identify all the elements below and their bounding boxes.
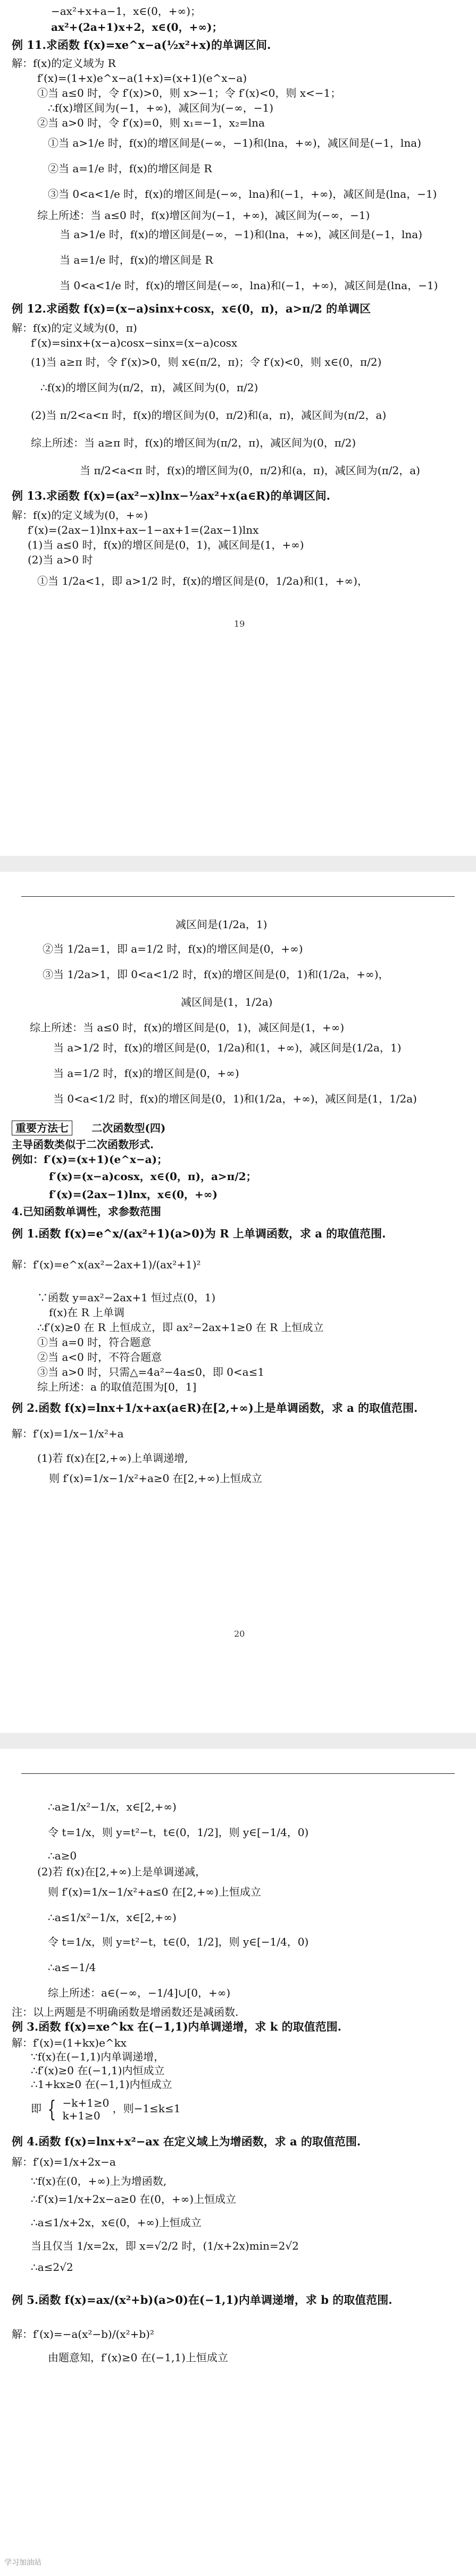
- method-heading: [12, 1121, 165, 1135]
- header-rule: [21, 1773, 455, 1774]
- text-line: ∵f(x)在(0，+∞)上为增函数,: [31, 2175, 167, 2187]
- text-line: 综上所述：a∈(−∞，−1/4]∪[0，+∞): [48, 1986, 231, 1999]
- text-line: 解：f(x)的定义域为(0，π): [12, 322, 137, 334]
- text-line: 则 f′(x)=1/x−1/x²+a≥0 在[2,+∞)上恒成立: [49, 1472, 262, 1485]
- text-line: ②当 1/2a=1，即 a=1/2 时，f(x)的增区间是(0，+∞): [43, 942, 303, 955]
- text-line: 解：f′(x)=1/x+2x−a: [12, 2156, 116, 2168]
- text-line: 令 t=1/x，则 y=t²−t，t∈(0，1/2]，则 y∈[−1/4，0): [48, 1826, 309, 1839]
- text-line: ∵函数 y=ax²−2ax+1 恒过点(0，1): [37, 1291, 216, 1304]
- text-line: 解：f′(x)=e^x(ax²−2ax+1)/(ax²+1)²: [12, 1258, 201, 1271]
- page-3: [0, 1749, 476, 2576]
- text-line: ∴f′(x)=1/x+2x−a≥0 在(0，+∞)上恒成立: [31, 2193, 237, 2205]
- text-line: 当 a>1/e 时，f(x)的增区间是(−∞，−1)和(lna，+∞)，减区间是(−1，lna): [60, 228, 423, 241]
- text-line: −ax²+x+a−1，x∈(0，+∞)；: [51, 5, 202, 18]
- example-11-title: 例 11.求函数 f(x)=xe^x−a(½x²+x)的单调区间.: [12, 38, 271, 52]
- text-line: (1)当 a≥π 时，令 f′(x)>0，则 x∈(π/2，π)；令 f′(x)<0，则 x∈(0，π/2): [31, 356, 382, 368]
- text-line: ∴a≤−1/4: [48, 1961, 96, 1974]
- example-2-title: 例 2.函数 f(x)=lnx+1/x+ax(a∈R)在[2,+∞)上是单调函数，求 a 的取值范围.: [12, 1401, 418, 1415]
- method-title: 二次函数型(四): [91, 1122, 166, 1134]
- text-line: ∴1+kx≥0 在(−1,1)内恒成立: [31, 2078, 172, 2091]
- text-line: f′(x)=(2ax−1)lnx+ax−1−ax+1=(2ax−1)lnx: [28, 524, 259, 536]
- text-line: f′(x)=sinx+(x−a)cosx−sinx=(x−a)cosx: [31, 336, 238, 349]
- text-line: 减区间是(1/2a，1): [176, 918, 268, 931]
- text-line: 解：f′(x)=(1+kx)e^kx: [12, 2036, 127, 2049]
- page-gap: [0, 1733, 476, 1749]
- text-line: 综上所述：当 a≤0 时，f(x)增区间为(−1，+∞)，减区间为(−∞，−1): [37, 209, 370, 222]
- example-4-title: 例 4.函数 f(x)=lnx+x²−ax 在定义域上为增函数，求 a 的取值范围.: [12, 2135, 361, 2148]
- text-line: ③当 a>0 时，只需△=4a²−4a≤0，即 0<a≤1: [37, 1366, 265, 1378]
- watermark-logo: 学习加油站: [4, 2558, 41, 2567]
- text-line: ∴f(x)的增区间为(π/2，π)，减区间为(0，π/2): [40, 381, 258, 394]
- text-line: 综上所述：a 的取值范围为[0，1]: [37, 1380, 197, 1393]
- text-line: 综上所述：当 a≤0 时，f(x)的增区间是(0，1)，减区间是(1，+∞): [30, 1021, 345, 1034]
- inequality-line: −k+1≥0: [62, 2097, 110, 2109]
- text-line: 由题意知，f′(x)≥0 在(−1,1)上恒成立: [48, 2351, 228, 2364]
- section-heading: 4.已知函数单调性，求参数范围: [12, 1205, 161, 1218]
- text-line: 当 0<a<1/e 时，f(x)的增区间是(−∞，lna)和(−1，+∞)，减区间是(lna，−1): [60, 279, 438, 292]
- text-line: ∴a≤2√2: [31, 2261, 73, 2274]
- text-line: 当 a>1/2 时，f(x)的增区间是(0，1/2a)和(1，+∞)，减区间是(1/2a，1): [53, 1041, 402, 1054]
- text-line: ①当 a=0 时，符合题意: [37, 1336, 152, 1349]
- text-line: ②当 a>0 时，令 f′(x)=0，则 x₁=−1，x₂=lna: [37, 116, 265, 129]
- page-gap: [0, 856, 476, 872]
- text-line: ∴f(x)增区间为(−1，+∞)，减区间为(−∞，−1): [48, 102, 274, 114]
- text-line: ①当 a>1/e 时，f(x)的增区间是(−∞，−1)和(lna，+∞)，减区间是(−1，lna): [48, 137, 422, 149]
- text-line: 则 f′(x)=1/x−1/x²+a≤0 在[2,+∞)上恒成立: [48, 1885, 261, 1898]
- text-line: 当 π/2<a<π 时，f(x)的增区间为(0，π/2)和(a，π)，减区间为(π/2，a): [80, 464, 420, 477]
- text-line: (2)当 a>0 时: [28, 553, 93, 566]
- text-line: ∵f(x)在(−1,1)内单调递增，: [31, 2050, 165, 2063]
- page-2: [0, 872, 476, 1733]
- text-line: (1)当 a≤0 时，f(x)的增区间是(0，1)，减区间是(1，+∞): [28, 538, 304, 551]
- text-line: ∴a≥1/x²−1/x，x∈[2,+∞): [48, 1800, 177, 1813]
- note-line: 注：以上两题是不明确函数是增函数还是减函数.: [12, 2006, 239, 2018]
- text-line: f′(x)=(x−a)cosx，x∈(0，π)，a>π/2；: [49, 1170, 257, 1183]
- text-line: ∴a≤1/x+2x，x∈(0，+∞)上恒成立: [31, 2216, 202, 2229]
- text-line: f′(x)=(2ax−1)lnx，x∈(0，+∞): [49, 1188, 218, 1201]
- text-line: 令 t=1/x，则 y=t²−t，t∈(0，1/2]，则 y∈[−1/4，0): [48, 1935, 309, 1948]
- method-box: 重要方法七: [12, 1121, 72, 1135]
- text-line: 解：f′(x)=1/x−1/x²+a: [12, 1427, 124, 1440]
- example-13-title: 例 13.求函数 f(x)=(ax²−x)lnx−½ax²+x(a∈R)的单调区间.: [12, 489, 330, 502]
- brace-glyph: {: [47, 2096, 56, 2122]
- page-number: 20: [234, 1629, 245, 1639]
- text-line: ax²+(2a+1)x+2，x∈(0，+∞)；: [51, 21, 223, 33]
- text-line: ，则−1≤k≤1: [112, 2102, 181, 2115]
- text-line: ∴f′(x)≥0 在(−1,1)内恒成立: [31, 2064, 165, 2077]
- text-line: (2)若 f(x)在[2,+∞)上是单调递减，: [37, 1865, 206, 1878]
- text-line: 解：f(x)的定义域为(0，+∞): [12, 509, 148, 521]
- text-line: 当 a=1/2 时，f(x)的增区间是(0，+∞): [53, 1067, 239, 1080]
- text-line: 减区间是(1，1/2a): [181, 996, 273, 1008]
- text-line: f(x)在 R 上单调: [49, 1306, 125, 1319]
- text-line: 综上所述：当 a≥π 时，f(x)的增区间为(π/2，π)，减区间为(0，π/2): [31, 436, 356, 449]
- inequality-line: k+1≥0: [62, 2109, 101, 2122]
- text-line: ①当 1/2a<1，即 a>1/2 时，f(x)的增区间是(0，1/2a)和(1，+∞)，: [37, 575, 369, 587]
- text-line: ∴f′(x)≥0 在 R 上恒成立，即 ax²−2ax+1≥0 在 R 上恒成立: [37, 1321, 324, 1334]
- text-line: (1)若 f(x)在[2,+∞)上单调递增,: [37, 1452, 188, 1464]
- text-line: 当 0<a<1/2 时，f(x)的增区间是(0，1)和(1/2a，+∞)，减区间是(1，1/2a): [53, 1092, 417, 1105]
- page-number: 19: [234, 619, 245, 629]
- text-line: 即: [31, 2102, 41, 2115]
- text-line: f′(x)=(1+x)e^x−a(1+x)=(x+1)(e^x−a): [37, 72, 247, 85]
- example-3-title: 例 3.函数 f(x)=xe^kx 在(−1,1)内单调递增，求 k 的取值范围.: [12, 2020, 341, 2033]
- example-5-title: 例 5.函数 f(x)=ax/(x²+b)(a>0)在(−1,1)内单调递增，求 b 的取值范围.: [12, 2293, 393, 2306]
- text-line: ∴a≤1/x²−1/x，x∈[2,+∞): [48, 1911, 177, 1924]
- text-line: ②当 a=1/e 时，f(x)的增区间是 R: [48, 162, 212, 175]
- page-1: [0, 0, 476, 856]
- text-line: 例如：f′(x)=(x+1)(e^x−a)；: [12, 1153, 168, 1166]
- text-line: 解：f′(x)=−a(x²−b)/(x²+b)²: [12, 2328, 154, 2341]
- header-rule: [21, 896, 455, 897]
- text-line: 解：f(x)的定义域为 R: [12, 57, 116, 70]
- text-line: 主导函数类似于二次函数形式.: [12, 1138, 154, 1151]
- inequality-stack: [62, 2097, 109, 2122]
- text-line: (2)当 π/2<a<π 时，f(x)的增区间为(0，π/2)和(a，π)，减区间为(π/2，a): [31, 409, 387, 422]
- text-line: 当且仅当 1/x=2x，即 x=√2/2 时，(1/x+2x)min=2√2: [31, 2240, 299, 2252]
- example-12-title: 例 12.求函数 f(x)=(x−a)sinx+cosx，x∈(0，π)，a>π/2 的单调区: [12, 302, 371, 315]
- text-line: 当 a=1/e 时，f(x)的增区间是 R: [60, 254, 213, 266]
- example-1-title: 例 1.函数 f(x)=e^x/(ax²+1)(a>0)为 R 上单调函数，求 a 的取值范围.: [12, 1227, 386, 1240]
- text-line: ②当 a<0 时，不符合题意: [37, 1351, 162, 1363]
- text-line: ①当 a≤0 时，令 f′(x)>0，则 x>−1；令 f′(x)<0，则 x<−1；: [37, 87, 341, 99]
- text-line: ③当 0<a<1/e 时，f(x)的增区间是(−∞，lna)和(−1，+∞)，减区间是(lna，−1): [48, 188, 437, 200]
- text-line: ∴a≥0: [48, 1849, 77, 1862]
- system-inequality: [31, 2097, 181, 2122]
- text-line: ③当 1/2a>1，即 0<a<1/2 时，f(x)的增区间是(0，1)和(1/2a，+∞)，: [43, 968, 389, 981]
